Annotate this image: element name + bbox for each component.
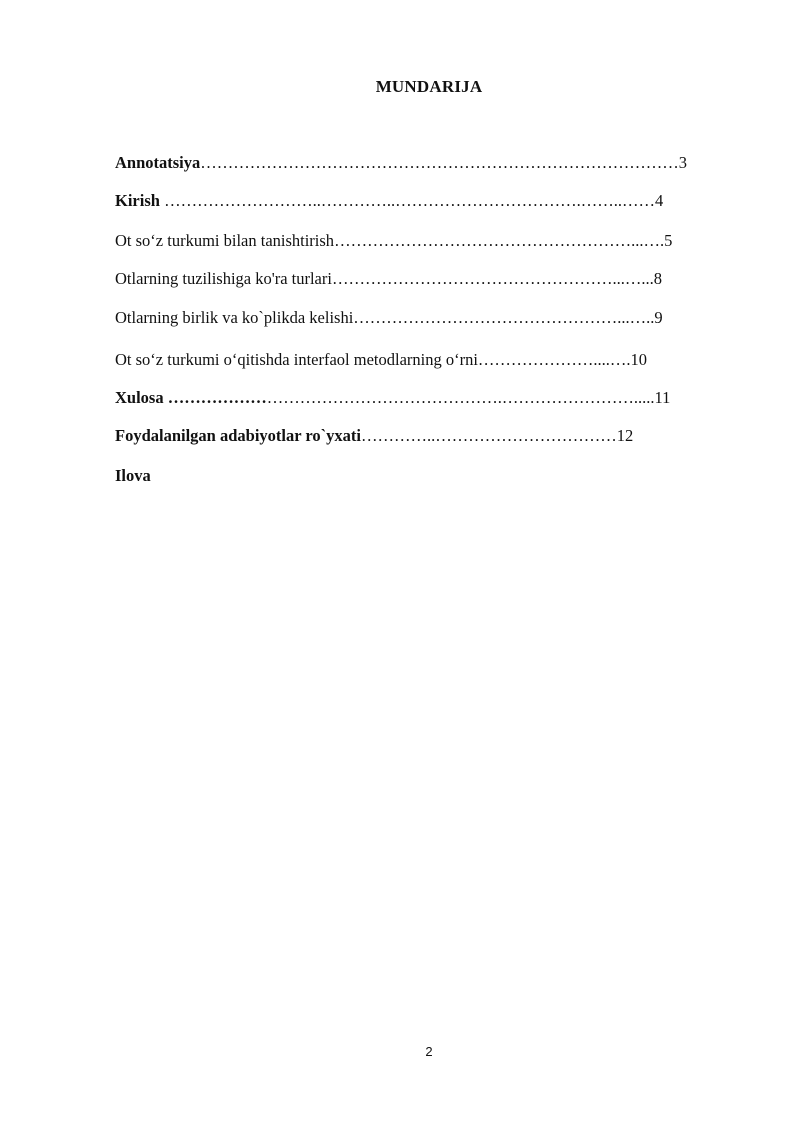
toc-entry-interfaol-metodlar [115, 350, 647, 370]
toc-leader: …………………………………….……………………..... [266, 388, 655, 407]
toc-leader: …………………....…. [477, 350, 631, 369]
toc-page-number: 8 [653, 269, 662, 288]
toc-entry-title: Kirish [115, 191, 160, 210]
toc-leader: …………………………………………………………………………… [200, 153, 679, 172]
toc-page-number: 4 [654, 191, 664, 210]
toc-leader: ……………………………………………...…... [331, 269, 654, 288]
toc-entry-xulosa [115, 388, 670, 408]
toc-leader: …………………………………………...….. [353, 308, 655, 327]
toc-entry-title: Otlarning tuzilishiga ko'ra turlari [115, 269, 332, 288]
toc-entry-title: Foydalanilgan adabiyotlar ro`yxati [115, 426, 362, 445]
toc-entry-title: Ot so‘z turkumi o‘qitishda interfaol metodlarning o‘rni [115, 350, 478, 369]
toc-entry-title: Ot so‘z turkumi bilan tanishtirish [115, 231, 335, 250]
toc-entry-title: Ilova [115, 466, 151, 485]
toc-leader: ………………………..…………..…………………………….……..…… [159, 191, 655, 210]
toc-entry-ot-soz-turkumi [115, 231, 672, 251]
toc-entry-annotatsiya [115, 153, 687, 173]
toc-page-number: 5 [664, 231, 673, 250]
toc-entry-adabiyotlar [115, 426, 633, 446]
toc-page-number: 3 [678, 153, 688, 172]
toc-page-number: 11 [654, 388, 671, 407]
page-title: MUNDARIJA [375, 77, 483, 96]
toc-entry-birlik-koplik [115, 308, 663, 328]
toc-entry-ilova [115, 466, 151, 486]
page-number: 2 [425, 1044, 433, 1059]
toc-entry-title: Otlarning birlik va ko`plikda kelishi [115, 308, 354, 327]
toc-page-number: 12 [616, 426, 634, 445]
toc-entry-kirish [115, 191, 663, 211]
toc-entry-title: Xulosa [115, 388, 168, 407]
toc-page-number: 9 [654, 308, 663, 327]
toc-page-number: 10 [630, 350, 648, 369]
toc-entry-title: Annotatsiya [115, 153, 201, 172]
toc-entry-otlarning-tuzilishi [115, 269, 662, 289]
toc-leader: ………………………………………………...…. [334, 231, 665, 250]
toc-leader: …………..…………………………… [361, 426, 617, 445]
toc-leader-bold: ……………… [167, 388, 267, 407]
